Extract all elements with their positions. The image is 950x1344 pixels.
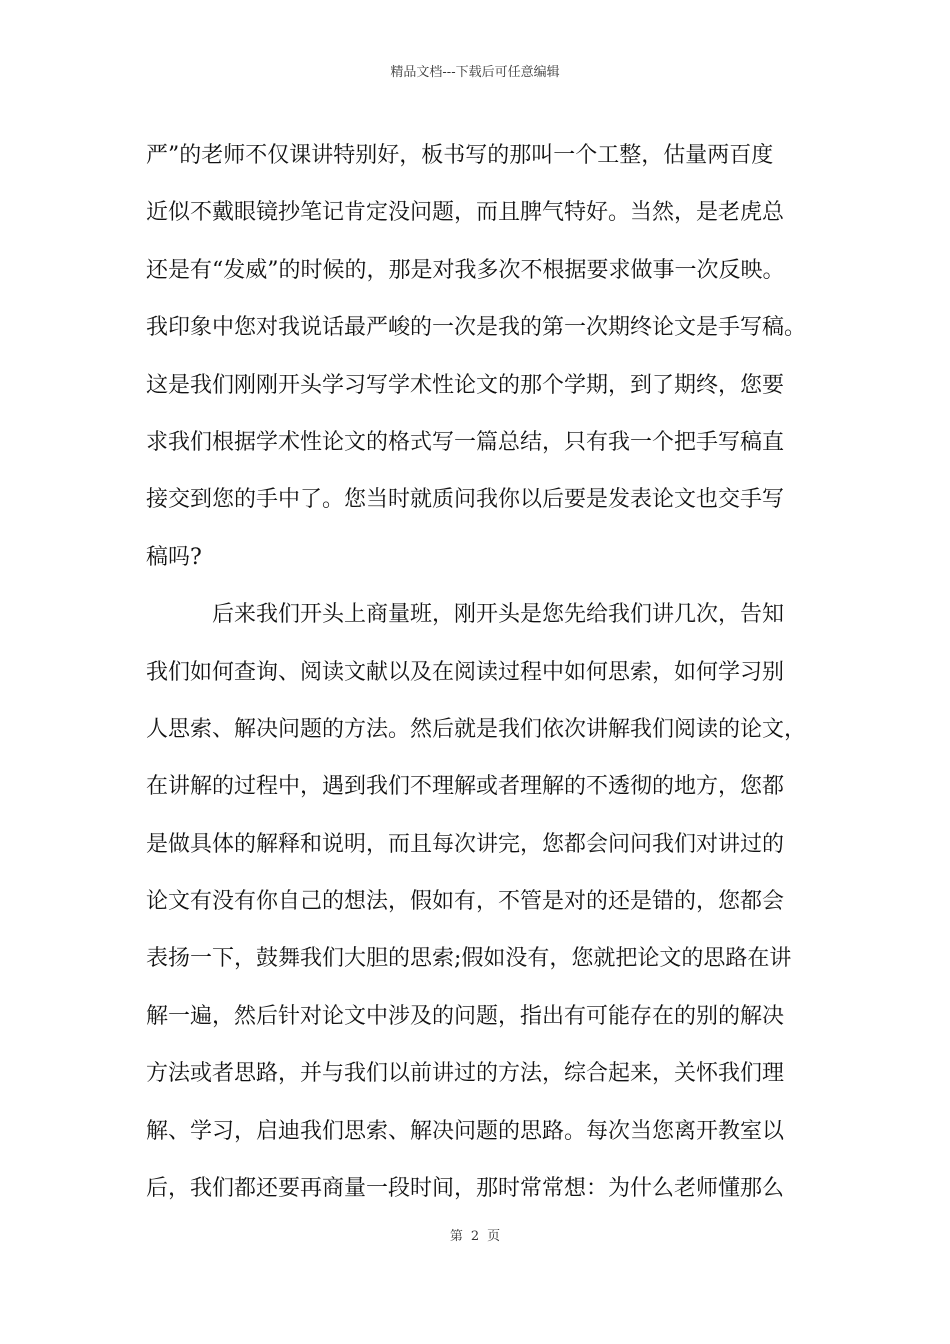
paragraph-first-line: 后来我们开头上商量班，刚开头是您先给我们讲几次，告知 xyxy=(212,602,785,628)
text-line: 在讲解的过程中，遇到我们不理解或者理解的不透彻的地方，您都 xyxy=(146,774,785,800)
page-footer xyxy=(0,1228,950,1246)
text-line: 我印象中您对我说话最严峻的一次是我的第一次期终论文是手写稿。 xyxy=(146,315,807,341)
text-line: 求我们根据学术性论文的格式写一篇总结，只有我一个把手写稿直 xyxy=(146,429,785,455)
text-line: 是做具体的解释和说明，而且每次讲完，您都会问问我们对讲过的 xyxy=(146,831,785,857)
text-line: 后，我们都还要再商量一段时间，那时常常想：为什么老师懂那么 xyxy=(146,1176,785,1202)
text-line: 解、学习，启迪我们思索、解决问题的思路。每次当您离开教室以 xyxy=(146,1118,785,1144)
text-line: 还是有“发威”的时候的，那是对我多次不根据要求做事一次反映。 xyxy=(146,257,785,283)
text-line: 解一遍，然后针对论文中涉及的问题，指出有可能存在的别的解决 xyxy=(146,1003,785,1029)
text-line: 我们如何查询、阅读文献以及在阅读过程中如何思索，如何学习别 xyxy=(146,659,785,685)
text-line: 近似不戴眼镜抄笔记肯定没问题，而且脾气特好。当然，是老虎总 xyxy=(146,200,785,226)
text-line: 论文有没有你自己的想法，假如有，不管是对的还是错的，您都会 xyxy=(146,889,785,915)
body-text xyxy=(146,127,826,1217)
text-line: 方法或者思路，并与我们以前讲过的方法，综合起来，关怀我们理 xyxy=(146,1061,785,1087)
text-line: 稿吗? xyxy=(146,544,202,570)
page-label-prefix: 第 xyxy=(449,1229,463,1244)
text-line: 接交到您的手中了。您当时就质问我你以后要是发表论文也交手写 xyxy=(146,487,785,513)
text-line: 这是我们刚刚开头学习写学术性论文的那个学期，到了期终，您要 xyxy=(146,372,785,398)
text-line: 表扬一下，鼓舞我们大胆的思索;假如没有，您就把论文的思路在讲 xyxy=(146,946,792,972)
page-label-suffix: 页 xyxy=(487,1229,501,1244)
text-line: 人思索、解决问题的方法。然后就是我们依次讲解我们阅读的论文， xyxy=(146,716,807,742)
text-line: 严”的老师不仅课讲特别好，板书写的那叫一个工整，估量两百度 xyxy=(146,143,774,168)
page-header: 精品文档---下载后可任意编辑 xyxy=(390,65,560,80)
page-number: 2 xyxy=(470,1229,480,1244)
